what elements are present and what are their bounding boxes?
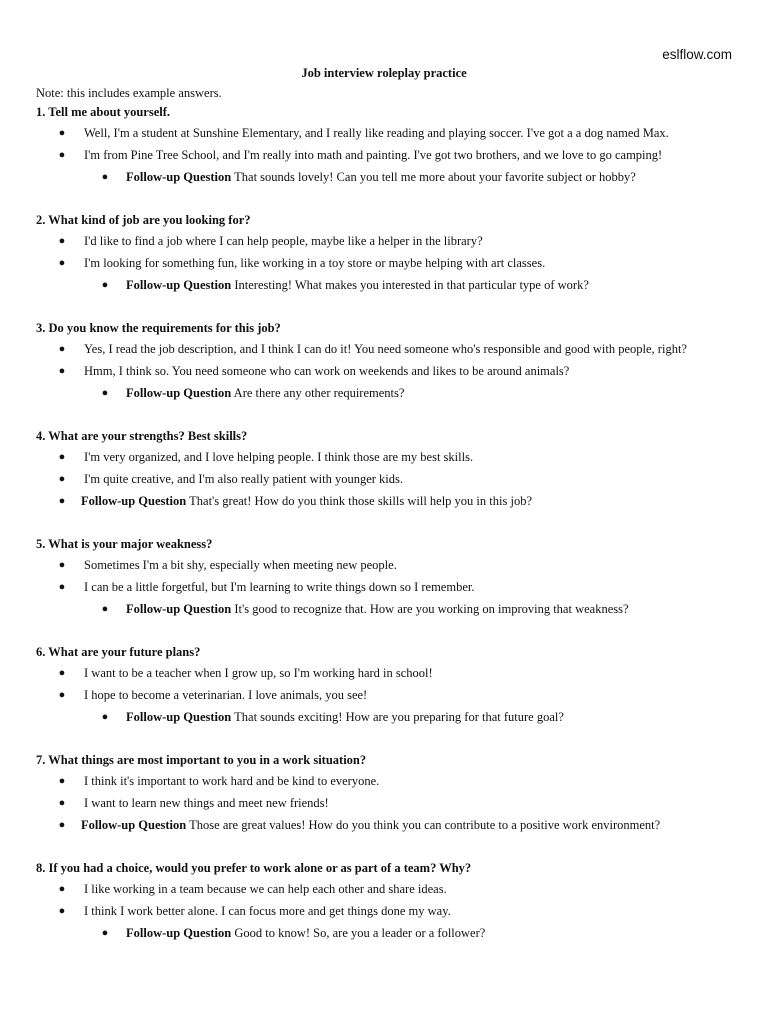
follow-up-text: That sounds lovely! Can you tell me more about your favorite subject or hobby?	[234, 170, 636, 184]
note-text: Note: this includes example answers.	[36, 86, 222, 100]
bullet-icon: ●	[101, 927, 109, 939]
answer-item	[36, 230, 736, 252]
follow-up-item	[36, 706, 736, 728]
answer-text: I want to be a teacher when I grow up, so I'm working hard in school!	[84, 666, 433, 680]
answer-text: Sometimes I'm a bit shy, especially when meeting new people.	[84, 558, 397, 572]
answer-text: I want to learn new things and meet new friends!	[84, 796, 329, 810]
question-heading: 1. Tell me about yourself.	[36, 105, 171, 119]
follow-up-label: Follow-up Question	[126, 926, 232, 940]
answer-item	[36, 684, 736, 706]
question-heading: 3. Do you know the requirements for this job?	[36, 321, 281, 335]
follow-up-item	[36, 382, 736, 404]
bullet-icon: ●	[58, 667, 66, 679]
bullet-icon: ●	[101, 171, 109, 183]
document-title: Job interview roleplay practice	[301, 66, 467, 80]
answer-item	[36, 446, 736, 468]
answer-item	[36, 144, 736, 166]
follow-up-item	[36, 598, 736, 620]
follow-up-label: Follow-up Question	[126, 278, 232, 292]
question-heading: 6. What are your future plans?	[36, 645, 201, 659]
bullet-icon: ●	[58, 819, 66, 831]
question-heading: 8. If you had a choice, would you prefer to work alone or as part of a team? Why?	[36, 861, 472, 875]
follow-up-item	[36, 814, 736, 836]
answer-item	[36, 468, 736, 490]
bullet-icon: ●	[58, 905, 66, 917]
follow-up-text: Are there any other requirements?	[233, 386, 405, 400]
follow-up-label: Follow-up Question	[126, 602, 232, 616]
question-heading: 4. What are your strengths? Best skills?	[36, 429, 248, 443]
bullet-icon: ●	[101, 279, 109, 291]
bullet-icon: ●	[58, 473, 66, 485]
bullet-icon: ●	[58, 689, 66, 701]
question-heading: 5. What is your major weakness?	[36, 537, 213, 551]
answer-text: I can be a little forgetful, but I'm learning to write things down so I remember.	[84, 580, 475, 594]
follow-up-text: Interesting! What makes you interested in that particular type of work?	[234, 278, 589, 292]
answer-text: I'm from Pine Tree School, and I'm really into math and painting. I've got two brothers, and we love to go camping!	[84, 148, 663, 162]
bullet-icon: ●	[58, 797, 66, 809]
bullet-icon: ●	[58, 581, 66, 593]
bullet-icon: ●	[58, 343, 66, 355]
document-body	[36, 84, 736, 944]
answer-text: I'd like to find a job where I can help people, maybe like a helper in the library?	[84, 234, 483, 248]
follow-up-item	[36, 490, 736, 512]
answer-item	[36, 770, 736, 792]
bullet-icon: ●	[58, 365, 66, 377]
question-heading: 2. What kind of job are you looking for?	[36, 213, 251, 227]
follow-up-label: Follow-up Question	[126, 170, 232, 184]
answer-text: Well, I'm a student at Sunshine Elementary, and I really like reading and playing soccer. I've got a a dog named Max.	[84, 126, 669, 140]
follow-up-item	[36, 274, 736, 296]
bullet-icon: ●	[58, 149, 66, 161]
answer-item	[36, 122, 736, 144]
bullet-icon: ●	[101, 603, 109, 615]
answer-item	[36, 792, 736, 814]
follow-up-text: That sounds exciting! How are you preparing for that future goal?	[234, 710, 564, 724]
bullet-icon: ●	[58, 775, 66, 787]
follow-up-text: Good to know! So, are you a leader or a follower?	[234, 926, 486, 940]
answer-text: I'm very organized, and I love helping people. I think those are my best skills.	[84, 450, 474, 464]
bullet-icon: ●	[58, 127, 66, 139]
answer-text: I like working in a team because we can help each other and share ideas.	[84, 882, 447, 896]
site-brand: eslflow.com	[662, 47, 732, 62]
bullet-icon: ●	[101, 711, 109, 723]
follow-up-label: Follow-up Question	[81, 494, 187, 508]
answer-text: Yes, I read the job description, and I think I can do it! You need someone who's responsible and good with people, right?	[84, 342, 687, 356]
bullet-icon: ●	[58, 451, 66, 463]
follow-up-label: Follow-up Question	[126, 710, 232, 724]
answer-text: Hmm, I think so. You need someone who can work on weekends and likes to be around animals?	[84, 364, 570, 378]
answer-item	[36, 252, 736, 274]
answer-item	[36, 554, 736, 576]
follow-up-text: Those are great values! How do you think you can contribute to a positive work environment?	[189, 818, 661, 832]
answer-item	[36, 900, 736, 922]
follow-up-item	[36, 922, 736, 944]
bullet-icon: ●	[101, 387, 109, 399]
answer-text: I'm looking for something fun, like working in a toy store or maybe helping with art classes.	[84, 256, 546, 270]
follow-up-label: Follow-up Question	[81, 818, 187, 832]
answer-item	[36, 360, 736, 382]
follow-up-label: Follow-up Question	[126, 386, 232, 400]
answer-text: I hope to become a veterinarian. I love animals, you see!	[84, 688, 368, 702]
bullet-icon: ●	[58, 235, 66, 247]
bullet-icon: ●	[58, 883, 66, 895]
answer-text: I think I work better alone. I can focus more and get things done my way.	[84, 904, 451, 918]
answer-text: I'm quite creative, and I'm also really patient with younger kids.	[84, 472, 403, 486]
answer-item	[36, 662, 736, 684]
question-heading: 7. What things are most important to you in a work situation?	[36, 753, 367, 767]
answer-text: I think it's important to work hard and be kind to everyone.	[84, 774, 380, 788]
follow-up-text: That's great! How do you think those skills will help you in this job?	[189, 494, 532, 508]
follow-up-text: It's good to recognize that. How are you working on improving that weakness?	[234, 602, 629, 616]
bullet-icon: ●	[58, 257, 66, 269]
bullet-icon: ●	[58, 495, 66, 507]
bullet-icon: ●	[58, 559, 66, 571]
answer-item	[36, 878, 736, 900]
answer-item	[36, 338, 736, 360]
answer-item	[36, 576, 736, 598]
follow-up-item	[36, 166, 736, 188]
